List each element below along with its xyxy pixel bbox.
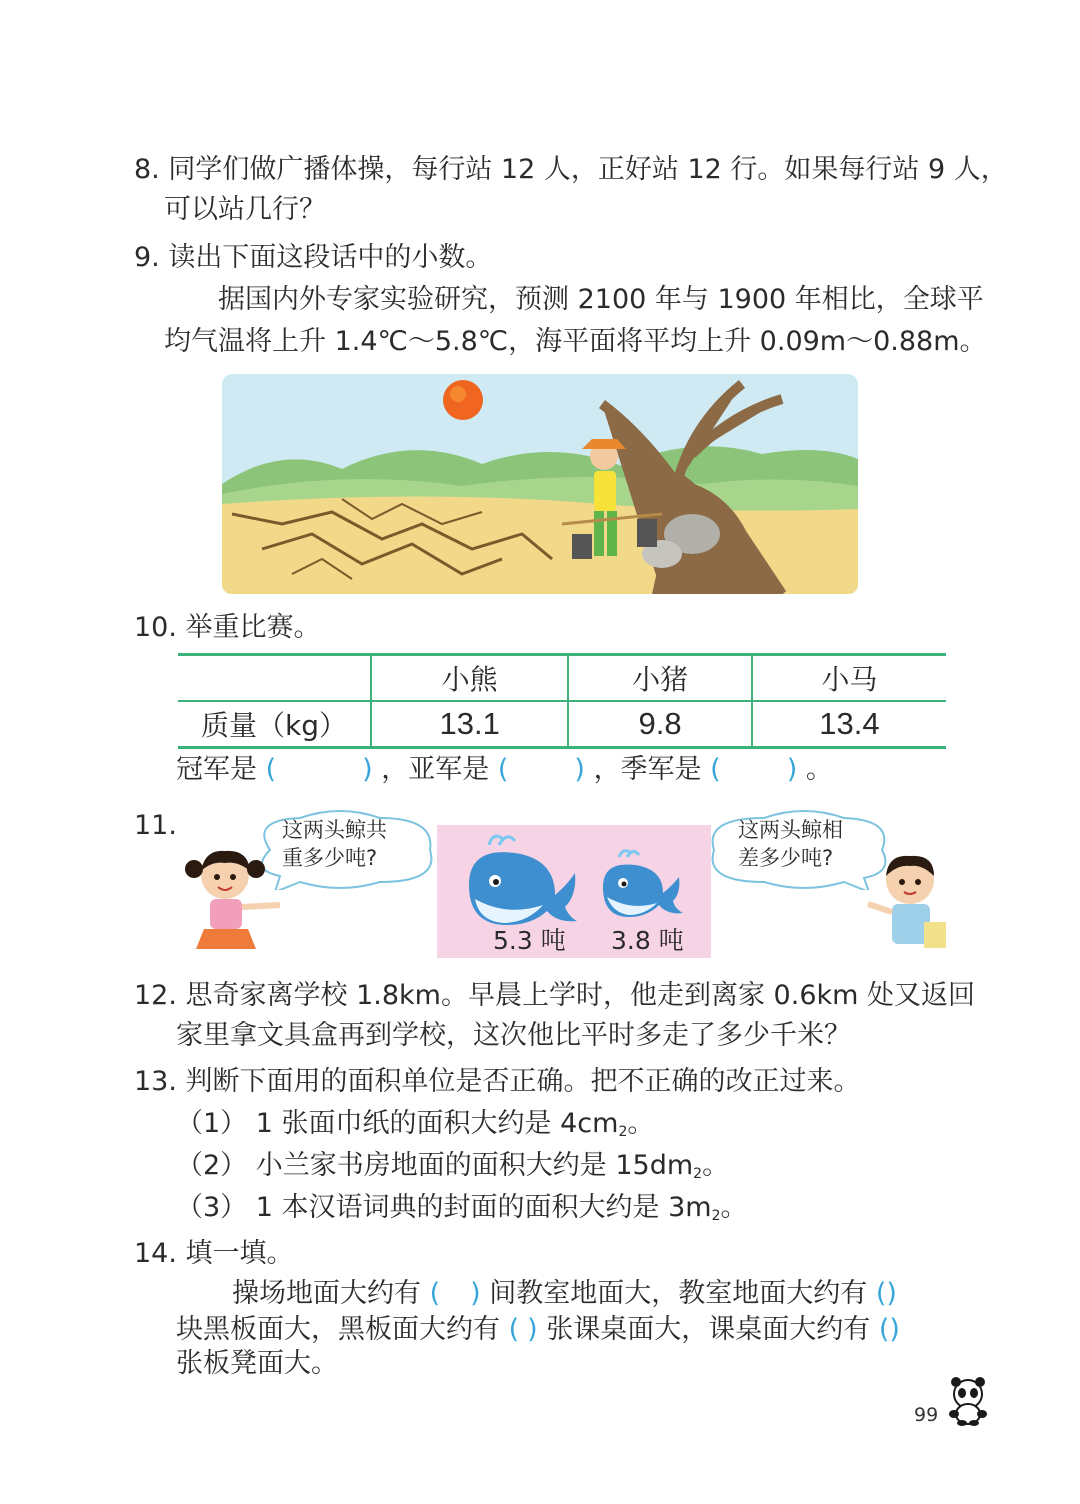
whale-panel (437, 825, 711, 958)
q10-title: 10. 举重比赛。 (134, 612, 321, 643)
whale-icon-large (469, 836, 577, 925)
champion-label: 冠军是 (176, 754, 257, 785)
table-header-cell: 小熊 (371, 655, 568, 702)
table-header-row (178, 655, 946, 702)
q14-line2: 块黑板面大，黑板面大约有 ( ) 张课桌面大，课桌面大约有 () (176, 1314, 900, 1345)
q9-title: 9. 读出下面这段话中的小数。 (134, 242, 493, 273)
table-cell: 13.1 (371, 701, 568, 748)
weight-table (178, 653, 946, 749)
q10-answer-line (176, 750, 833, 790)
q12-line2: 家里拿文具盒再到学校，这次他比平时多走了多少千米？ (176, 1020, 851, 1051)
whale2-weight: 3.8 吨 (611, 926, 684, 955)
q12-line1: 12. 思奇家离学校 1.8km。早晨上学时，他走到离家 0.6km 处又返回 (134, 980, 976, 1011)
table-header-cell: 小马 (752, 655, 946, 702)
runner-up-blank[interactable]: ( ) (497, 754, 585, 785)
q13-item: （3） 1 本汉语词典的封面的面积大约是 $3m_2$。 (176, 1192, 748, 1224)
q9-line1: 据国内外专家实验研究，预测 2100 年与 1900 年相比，全球平 (218, 284, 984, 315)
panda-icon (944, 1376, 992, 1426)
boy-bubble-line1: 这两头鲸相 (738, 818, 843, 842)
desk-count-blank[interactable]: ( ) (508, 1314, 538, 1345)
q9-line2: 均气温将上升 1.4℃～5.8℃，海平面将平均上升 0.09m～0.88m。 (164, 326, 987, 357)
table-cell: 13.4 (752, 701, 946, 748)
q13-item: （1） 1 张面巾纸的面积大约是 $4cm_2$。 (176, 1108, 655, 1140)
answer-end: 。 (805, 754, 833, 785)
third-blank[interactable]: ( ) (710, 754, 798, 785)
runner-up-label: ，亚军是 (381, 754, 490, 785)
table-row (178, 701, 946, 748)
q14-line3: 张板凳面大。 (176, 1348, 338, 1379)
champion-blank[interactable]: ( ) (265, 754, 373, 785)
girl-bubble-line1: 这两头鲸共 (282, 818, 387, 842)
table-header-cell: 小猪 (568, 655, 752, 702)
q13-title: 13. 判断下面用的面积单位是否正确。把不正确的改正过来。 (134, 1066, 861, 1097)
girl-bubble-line2: 重多少吨? (282, 846, 378, 870)
whale1-weight: 5.3 吨 (493, 926, 566, 955)
whale-icon-small (603, 851, 683, 917)
third-label: ，季军是 (593, 754, 702, 785)
boy-bubble-line2: 差多少吨? (738, 846, 834, 870)
bench-count-blank[interactable]: () (878, 1314, 900, 1345)
q13-item: （2） 小兰家书房地面的面积大约是 $15dm_2$。 (176, 1150, 730, 1182)
table-cell: 9.8 (568, 701, 752, 748)
q14-title: 14. 填一填。 (134, 1238, 294, 1269)
boy-figure (862, 850, 952, 956)
table-header-cell (178, 655, 371, 702)
q8-line1: 8. 同学们做广播体操，每行站 12 人，正好站 12 行。如果每行站 9 人， (134, 154, 1008, 185)
q11-number: 11. (134, 810, 177, 841)
blackboard-count-blank[interactable]: () (875, 1278, 897, 1309)
page-number: 99 (914, 1404, 939, 1426)
drought-illustration (222, 374, 858, 594)
q14-line1: 操场地面大约有 ( ) 间教室地面大，教室地面大约有 () (232, 1278, 897, 1309)
q8-line2: 可以站几行？ (164, 194, 326, 225)
girl-figure (180, 845, 290, 955)
classroom-count-blank[interactable]: ( ) (429, 1278, 481, 1309)
table-cell: 质量（kg） (178, 701, 371, 748)
